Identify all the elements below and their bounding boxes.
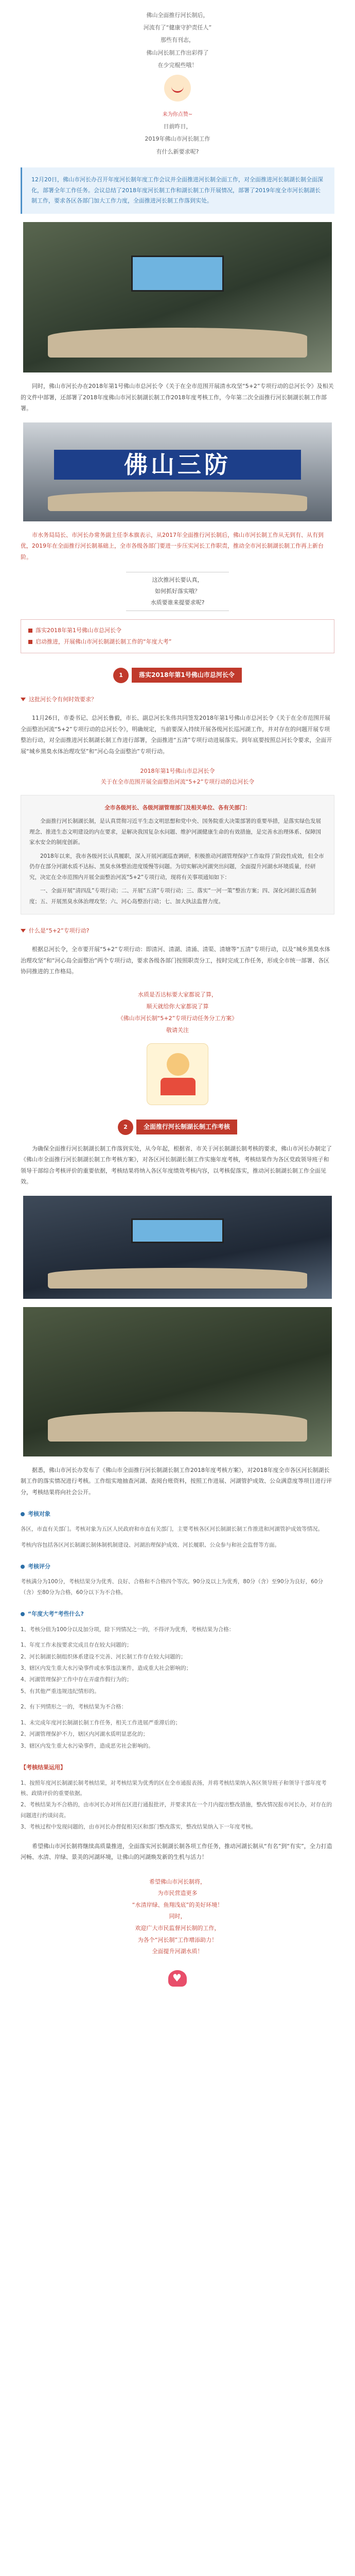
closing-line: 同时，	[169, 1913, 186, 1920]
highlight-quote	[0, 989, 355, 1036]
intro-line: 那些有刊志，	[161, 37, 194, 44]
document-title-line: 关于在全市范围开展全面整治河流“5+2”专项行动的总河长令	[100, 778, 255, 785]
key-point-text: 落实2018年第1号佛山市总河长令	[36, 626, 121, 634]
question-heading	[21, 694, 334, 704]
section-1-paragraph-2: 根据总河长令，全市要开展“5+2”专项行动：即清河、清湖、清涌、清渠、清塘等“五清”专项行动，以及“城乡黑臭水体治理攻坚”和“河心岛全面整治”两个专项行动，要求各级各部门按照职责分工，按时完成工作任务，形成全市统一部署、各区协同推进的工作格局。	[21, 946, 330, 975]
list-item: 3、辖区内发生重大水污染事件，造成恶劣社会影响的。	[21, 1742, 154, 1749]
photo-banner-text: 佛山三防	[54, 450, 301, 480]
question-line: 水质要谁来提要求呢?	[150, 599, 205, 606]
list-item: 1、年度工作未按要求完成且存在较大问题的；	[21, 1642, 132, 1649]
meeting-photo	[23, 222, 332, 372]
document-paragraph: 2018年以来，我市各级河长认真履职，深入开展河湖巡查调研，积极推动河湖管理保护工作取得了阶段性成效，但全市仍存在部分河湖水质不达标、黑臭水体整治进度缓慢等问题。为切实解决河湖突出问题，全面提升河湖水环境质量，经研究，决定在全市范围内开展全面整治河流“5+2”专项行动，现将有关事项通知如下：	[29, 853, 324, 880]
sub-heading	[21, 1762, 334, 1772]
conference-table-graphic	[48, 1268, 307, 1289]
list-item: 2、河长制湖长制组织体系建设不完善、河长制工作存在较大问题的；	[21, 1653, 186, 1660]
square-bullet-icon	[28, 640, 32, 644]
criteria-list	[21, 1640, 334, 1697]
question-line: 这次推河长要认真，	[152, 576, 203, 583]
sub-paragraph: 2、有下列情形之一的，考核结果为不合格：	[21, 1704, 127, 1710]
list-item: 5、有其他严重违规违纪情形的。	[21, 1688, 100, 1694]
document-title	[0, 766, 355, 788]
square-bullet-icon	[28, 629, 32, 633]
quote-line: 顺天就给你大家都说了算	[146, 1003, 209, 1010]
sub-heading	[21, 1609, 334, 1619]
document-box	[21, 795, 334, 914]
meeting-photo-2	[23, 1196, 332, 1299]
summary-box: 12月20日，佛山市河长办召开年度河长制年度工作会议并全面推进河长制全面工作，对全面推进河长制湖长制全面深化，部署全年工作任务。会议总结了2018年度河长制工作和湖长制工作开展情况，部署了2019年度全市河长制湖长制工作，要求各区各部门加大工作力度，全面推进河长制工作落到实处。	[21, 167, 334, 214]
intro-follow-line: 日前昨日，	[163, 123, 192, 130]
closing-line: 为市民营造更多	[157, 1890, 198, 1897]
projector-screen-graphic	[131, 1218, 224, 1243]
list-item: 4、河湖管理保护工作中存在弄虚作假行为的；	[21, 1676, 132, 1683]
intro-line: 佛山河长制工作出彩得了	[146, 49, 209, 56]
document-paragraph: 全面推行河长制湖长制，是认真贯彻习近平生态文明思想和党中央、国务院重大决策部署的重要举措，是落实绿色发展理念、推进生态文明建设的内在要求，是解决我国复杂水问题、维护河湖健康生命的有效措施，是完善水治理体系、保障国家水安全的制度创新。	[29, 818, 321, 846]
question-heading-text: 什么是“5+2”专项行动?	[29, 927, 90, 934]
question-block	[0, 572, 355, 611]
document-lead: 全市各级河长、各级河湖管理部门及相关单位、各有关部门：	[104, 804, 251, 811]
sub-heading-text: 【考核结果运用】	[21, 1764, 66, 1771]
triangle-icon	[21, 929, 26, 933]
dot-bullet-icon	[21, 1512, 25, 1516]
document-title-line: 2018年第1号佛山市总河长令	[140, 767, 215, 774]
intro-block	[0, 0, 355, 158]
question-line: 如何抓好落实哦？	[155, 587, 200, 595]
section-2-paragraph: 为确保全面推行河长制湖长制工作落到实处，从今年起，根据省、市关于河长制湖长制考核的要求，佛山市河长办制定了《佛山市全面推行河长制湖长制工作考核方案》，对各区河长制湖长制工作实施年度考核，考核结果作为各区党政领导班子和领导干部综合考核评价的重要依据，考核结果将纳入各区年度绩效考核内容，以考核促落实，推动河长制湖长制工作全面见效。	[21, 1145, 332, 1185]
section-1-heading	[0, 668, 355, 683]
heart-icon	[168, 1970, 187, 1987]
meeting-photo-3	[23, 1307, 332, 1456]
conference-table-graphic	[48, 1412, 307, 1442]
key-point-item	[28, 636, 327, 648]
question-heading-text: 这批河长令有何时效要求？	[29, 696, 97, 703]
section-2-heading	[0, 1120, 355, 1135]
triangle-icon	[21, 698, 26, 701]
quote-line: 水质是否达标要大家都说了算，	[138, 991, 217, 998]
sub-heading-text: 考核评分	[28, 1563, 50, 1570]
section-number: 2	[118, 1120, 133, 1135]
closing-message	[0, 1876, 355, 1958]
sub-heading-text: 考核对象	[28, 1510, 50, 1517]
question-heading	[21, 926, 334, 936]
podium-table-graphic	[48, 492, 307, 511]
document-paragraph: 一、全面开展“清四乱”专项行动；二、开展“五清”专项行动；三、落实“一河一策”整治方案；四、深化河湖长巡查制度；五、开展黑臭水体治理攻坚；六、河心岛整治行动；七、加大执法监督力度。	[29, 888, 316, 905]
sub-paragraph: 各区，市直有关部门。考核对象为五区人民政府和市直有关部门，主要考核各区河长制湖长制工作推进和河湖管护成效等情况。	[21, 1526, 323, 1533]
list-item: 3、考核过程中发现问题的，由市河长办督促相关区和部门整改落实，整改结果纳入下一年度考核。	[21, 1824, 257, 1831]
thumbs-up-sticker-icon	[164, 75, 191, 101]
conference-table-graphic	[48, 328, 307, 358]
intro-follow-line: 有什么新要求呢?	[156, 148, 199, 155]
sub-heading	[21, 1509, 334, 1519]
sub-paragraph: 考核满分为100分，考核结果分为优秀、良好、合格和不合格四个等次。90分及以上为优秀，80分（含）至90分为良好，60分（含）至80分为合格，60分以下为不合格。	[21, 1579, 323, 1596]
closing-line: 全面提升河湖水质！	[152, 1948, 203, 1955]
quote-line: 《佛山市河长制“5+2”专项行动任务分工方案》	[117, 1014, 238, 1022]
key-point-item	[28, 625, 327, 636]
section-2-paragraph-3: 希望佛山市河长制将继续高质量推进，全面落实河长制湖长制各项工作任务，推动河湖长制从“有名”到“有实”，全力打造河畅、水清、岸绿、景美的河湖环境，让佛山的河湖焕发新的生机与活力！	[21, 1842, 332, 1861]
list-item: 2、考核结果为不合格的，由市河长办对所在区进行通报批评，并要求其在一个月内提出整改措施，整改情况报市河长办，对存在的问题进行约谈问责。	[21, 1802, 332, 1819]
cartoon-figure-icon	[147, 1043, 208, 1105]
heart-badge-icon	[157, 1966, 198, 1993]
paragraph-2: 市水务局局长、市河长办常务副主任李本旗表示，从2017年全面推行河长制后，佛山市河长制工作从无到有、从有到优，2019年在全面推行河长制基础上，全市各级各部门要进一步压实河长工作职责，推动全市河长制湖长制工作再上新台阶。	[21, 531, 324, 561]
key-points-box	[21, 619, 334, 653]
results-list	[21, 1778, 334, 1833]
dot-bullet-icon	[21, 1612, 25, 1616]
quote-line: 敬请关注	[166, 1026, 189, 1033]
closing-line: 为各个“河长制”工作增添助力！	[137, 1936, 218, 1943]
section-2-paragraph-2: 据悉，佛山市河长办发布了《佛山市全面推行河长制湖长制工作2018年度考核方案》，对2018年度全市各区河长制湖长制工作的落实情况进行考核。工作组实地抽查河湖、查阅台账资料，按照工作进展、河湖管护成效、公众满意度等项目进行评分，考核结果将向社会公开。	[21, 1466, 332, 1496]
list-item: 1、按照年度河长制湖长制考核结果，对考核结果为优秀的区在全市通报表扬，并将考核结果纳入各区领导班子和领导干部年度考核、政绩评价的重要依据。	[21, 1780, 327, 1797]
section-number: 1	[113, 668, 129, 683]
dot-bullet-icon	[21, 1565, 25, 1569]
sub-paragraph: 1、考核分值为100分以及加分项，除下列情况之一的，不得评为优秀，考核结果为合格：	[21, 1626, 235, 1633]
sub-heading-text: “年度大考”考些什么?	[28, 1611, 84, 1618]
intro-line: 佛山全面推行河长制后，	[146, 12, 209, 19]
sub-paragraph: 考核内容包括各区河长制湖长制体制机制建设、河湖治理保护成效、河长履职、公众参与和社会监督等方面。	[21, 1541, 280, 1548]
intro-follow-line: 2019年佛山市河长制工作	[145, 135, 210, 143]
intro-line: 在少完棍些哦！	[157, 61, 198, 69]
sub-heading	[21, 1562, 334, 1571]
intro-line: 河流有了“健康守护责任人”	[143, 24, 212, 31]
list-item: 3、辖区内发生重大水污染事件或水事违法案件，造成重大社会影响的；	[21, 1665, 192, 1672]
key-point-text: 启动推进，开展佛山市河长制湖长制工作的“年度大考”	[36, 638, 172, 645]
list-item: 2、河湖管理保护不力，辖区内河湖水质明显恶化的；	[21, 1731, 149, 1738]
closing-line: 欢迎广大市民监督河长制的工作，	[135, 1924, 220, 1931]
podium-photo	[23, 422, 332, 521]
section-label: 全面推行河长制湖长制工作考核	[136, 1120, 237, 1134]
section-1-paragraph: 11月26日，市委书记、总河长鲁毅，市长、副总河长朱伟共同签发2018年第1号佛山市总河长令《关于在全市范围开展全面整治河流“5+2”专项行动的总河长令》，明确规定，当前要深入持续开展各级河长巡河湖工作，并对存在的问题开展专项整治行动，对全面推进河长制湖长制工作进行部署，全面推进“五清”专项行动进展落实。到年底要按照总河长令要求，全面开展“城乡黑臭水体治理攻坚”和“河心岛全面整治”专项行动。	[21, 715, 332, 755]
closing-line: 希望佛山市河长制将，	[149, 1878, 206, 1885]
section-label: 落实2018年第1号佛山市总河长令	[132, 668, 242, 683]
projector-screen-graphic	[131, 256, 224, 292]
closing-line: “水清岸绿、鱼翔浅底”的美好环境！	[132, 1901, 223, 1908]
criteria-list	[21, 1718, 334, 1751]
paragraph-1: 同时，佛山市河长办在2018年第1号佛山市总河长令《关于在全市范围开展清水攻坚“5+2”专项行动的总河长令》及相关的文件中部署，还部署了2018年度佛山市河长制湖长制工作2018年度考核工作，今年第二次全面推行河长制湖长制工作部署。	[21, 383, 334, 412]
sticker-caption: 来为你点赞~	[162, 112, 193, 118]
list-item: 1、未完成年度河长制湖长制工作任务，相关工作进展严重滞后的；	[21, 1719, 181, 1726]
